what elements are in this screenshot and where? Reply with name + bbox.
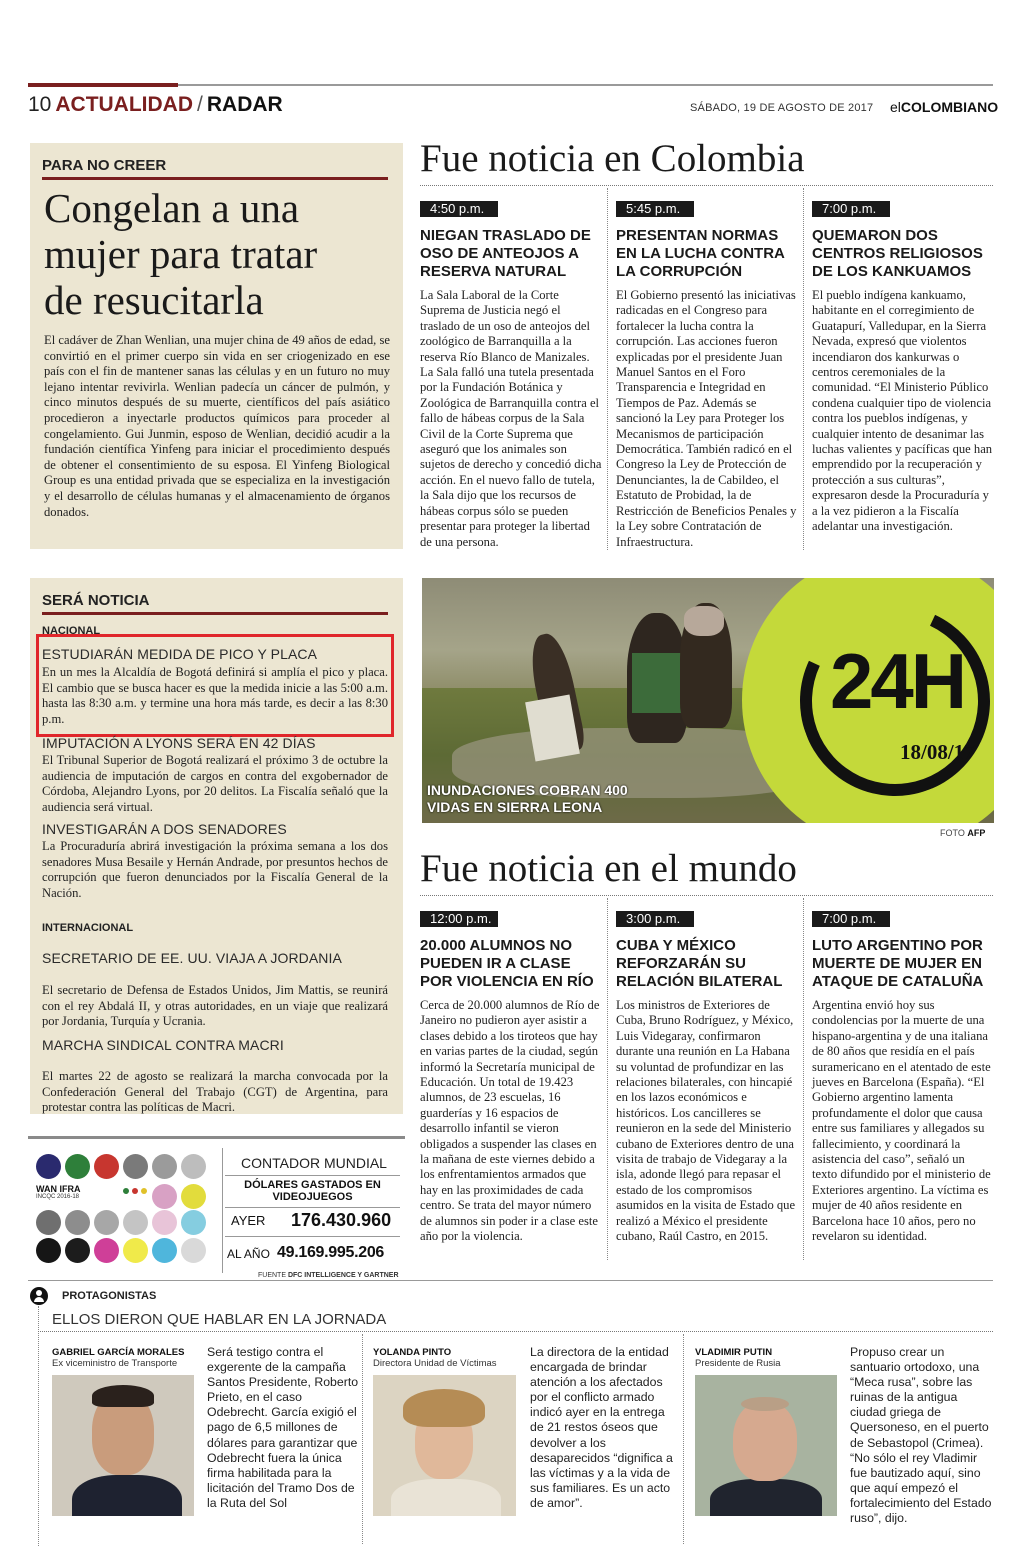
color-dot <box>152 1154 177 1179</box>
headline-line: 20.000 ALUMNOS NO <box>420 937 572 954</box>
kicker-rule <box>42 177 388 180</box>
headline-line: PUEDEN IR A CLASE <box>420 955 571 972</box>
color-dot <box>152 1238 177 1263</box>
headline-line: OSO DE ANTEOJOS A <box>420 245 579 262</box>
counter-year-value: 49.169.995.206 <box>277 1244 385 1261</box>
protagonist-body: Propuso crear un santuario ortodoxo, una “Meca rusa”, sobre las ruinas de la antigua ciudad griega de Quersoneso, en el puerto de Sebastopol (Crimea). “No sólo el rey Vladimir fue bautizado aquí, sino que aquí empezó el fortalecimiento del Estado ruso”, dijo. <box>850 1345 992 1526</box>
color-dot <box>152 1184 177 1209</box>
headline-line: de resucitarla <box>44 277 264 323</box>
portrait-suit <box>710 1479 822 1516</box>
news-headline[interactable] <box>812 227 997 281</box>
news-body: El Gobierno presentó las iniciativas radicadas en el Congreso para fortalecer la lucha contra la corrupción. Las acciones fueron explicadas por el presidente Juan Manuel Santos en el Foro Transparencia e Integridad en Tiempos de Paz. Además se sancionó la Ley para Proteger los Mecanismos de participación Democrática. También radicó en el Congreso la Ley de Protección de Denunciantes, la de Cabildeo, el Estatuto de Probidad, la de Restricción de Beneficios Penales y la Ley sobre Contratación de Infraestructura. <box>616 288 797 549</box>
mundo-section-title: Fue noticia en el mundo <box>420 847 797 890</box>
headline-line: RESERVA NATURAL <box>420 263 567 280</box>
counter-source-label: FUENTE <box>258 1272 286 1279</box>
sera-noticia-item-body: El secretario de Defensa de Estados Unidos, Jim Mattis, se reunirá con el rey Abdalá II, y otras autoridades, en un viaje que realizará por Jordania, Turquía y Ucrania. <box>42 983 388 1029</box>
color-dot <box>94 1238 119 1263</box>
sera-noticia-item-title[interactable]: SECRETARIO DE EE. UU. VIAJA A JORDANIA <box>42 950 342 966</box>
column-separator <box>803 898 804 1260</box>
subsection-name[interactable]: RADAR <box>206 93 283 116</box>
column-separator <box>607 188 608 550</box>
photo-credit-label: FOTO <box>940 828 965 838</box>
sera-noticia-item-title[interactable]: INVESTIGARÁN A DOS SENADORES <box>42 821 287 837</box>
sera-noticia-item-title[interactable]: MARCHA SINDICAL CONTRA MACRI <box>42 1037 284 1053</box>
photo-credit <box>940 828 985 838</box>
world-counter <box>225 1152 400 1270</box>
page-number: 10 <box>28 93 52 116</box>
time-badge: 4:50 p.m. <box>420 201 498 217</box>
person-icon-head <box>36 1290 42 1296</box>
page-header <box>28 92 283 118</box>
color-dot <box>181 1238 206 1263</box>
sera-noticia-item-body: El Tribunal Superior de Bogotá realizará el próximo 3 de octubre la audiencia de imputación de cargos en contra del exgobernador de Córdoba, Alejandro Lyons, por 20 delitos. La Fiscalía señaló que la audiencia será virtual. <box>42 753 388 814</box>
photo-figure-clothing <box>632 653 687 713</box>
protagonist-photo <box>373 1375 516 1516</box>
color-dot <box>36 1210 61 1235</box>
24h-badge-date: 18/08/17 <box>900 740 975 764</box>
protagonistas-subtitle: ELLOS DIERON QUE HABLAR EN LA JORNADA <box>52 1311 387 1328</box>
column-separator <box>803 188 804 550</box>
counter-divider <box>222 1148 223 1273</box>
protagonist-name: VLADIMIR PUTIN <box>695 1347 773 1358</box>
headline-line: REFORZARÁN SU <box>616 955 746 972</box>
protagonistas-rule <box>38 1306 39 1546</box>
news-body: El pueblo indígena kankuamo, habitante en el corregimiento de Guatapurí, Valledupar, en la Sierra Nevada, expresó que violentos incendiaron dos kankurwas o centros ceremoniales de la comunidad. “El Ministerio Público condena cualquier tipo de violencia contra los pueblos indígenas, y cualquier intento de desanimar las luchas valientes y pacíficas que han emprendido por la recuperación y protección a sus culturas”, expresaron desde la Procuraduría y a la vez pidieron a la Fiscalía adelantar una investigación. <box>812 288 993 534</box>
top-rule-accent <box>28 83 178 87</box>
brand-prefix: el <box>890 99 901 115</box>
time-badge: 5:45 p.m. <box>616 201 694 217</box>
internacional-label: INTERNACIONAL <box>42 922 134 934</box>
time-badge: 7:00 p.m. <box>812 201 890 217</box>
highlight-box <box>36 634 394 737</box>
counter-year-label: AL AÑO <box>227 1247 270 1261</box>
headline-line: CENTROS RELIGIOSOS <box>812 245 983 262</box>
news-headline[interactable] <box>812 937 997 991</box>
para-no-creer-body: El cadáver de Zhan Wenlian, una mujer china de 49 años de edad, se convirtió en el primer cuerpo sin vida en ser criogenizado en ese país con el fin de mantener sanas las células y en un futuro no muy lejano intentar revivirla. Wenlian padecía un cáncer de pulmón, y cinco minutos después de su muerte, científicos del país asiático procedieron a inyectarle productos químicos para proceder al congelamiento. Gui Junmin, esposo de Wenlian, decidió acudir a la fundación científica Yinfeng para iniciar el procedimiento después de obtener el consentimiento de su esposa. El Yinfeng Biological Group es una entidad privada que se especializa en la investigación y el desarrollo de células humanas y el almacenamiento de órganos donados. <box>44 333 390 519</box>
color-dot <box>65 1154 90 1179</box>
color-dot <box>132 1188 138 1194</box>
dotted-rule <box>420 185 993 186</box>
sera-noticia-item-title[interactable]: IMPUTACIÓN A LYONS SERÁ EN 42 DÍAS <box>42 735 316 751</box>
headline-line: NIEGAN TRASLADO DE <box>420 227 591 244</box>
dotted-rule <box>38 1331 993 1332</box>
dotted-rule <box>420 895 993 896</box>
counter-subtitle-line: VIDEOJUEGOS <box>272 1191 353 1203</box>
headline-line: EN LA LUCHA CONTRA <box>616 245 785 262</box>
wan-ifra-logo <box>36 1184 118 1208</box>
protagonist-name: YOLANDA PINTO <box>373 1347 452 1358</box>
protagonist-body: La directora de la entidad encargada de brindar atención a los afectados por el conflicto armado indicó ayer en la entrega de 21 restos óseos que devolver a los desaparecidos “dignifica a las víctimas y a la vida de sus familiares. Es un acto de amor”. <box>530 1345 673 1510</box>
section-rule <box>28 1280 993 1281</box>
sera-noticia-item-title[interactable]: ESTUDIARÁN MEDIDA DE PICO Y PLACA <box>42 646 318 662</box>
para-no-creer-headline[interactable] <box>44 185 394 323</box>
nacional-label: NACIONAL <box>42 625 101 637</box>
portrait-hair <box>92 1385 154 1407</box>
brand-name: COLOMBIANO <box>900 99 999 115</box>
protagonist-role: Presidente de Rusia <box>695 1358 781 1369</box>
time-badge: 3:00 p.m. <box>616 911 694 927</box>
news-body: Cerca de 20.000 alumnos de Río de Janeiro no pudieron ayer asistir a clases debido a los tiroteos que hay en varias partes de la ciudad, según informó la Secretaría municipal de Educación. Un total de 19.423 alumnos, de 23 escuelas, 16 guarderías y 16 espacios de desarrollo infantil se vieron obligados a suspender las clases en la mañana de este viernes debido a los enfrentamientos armados que hay en las proximidades de cada centro. Se trata del mayor número de alumnos sin poder ir a clase este año por la violencia. <box>420 998 600 1244</box>
sera-noticia-item-body: La Procuraduría abrirá investigación la próxima semana a los dos senadores Musa Besaile y Hernán Andrade, por presuntos hechos de corrupción que fueron denunciados por la Fiscalía General de la Nación. <box>42 839 388 900</box>
protagonist-role: Ex viceministro de Transporte <box>52 1358 178 1369</box>
counter-rule <box>225 1236 400 1237</box>
photo-caption-line: VIDAS EN SIERRA LEONA <box>427 799 603 815</box>
counter-yesterday-label: AYER <box>231 1213 266 1228</box>
color-dot <box>141 1188 147 1194</box>
color-dot <box>36 1238 61 1263</box>
color-dot <box>36 1154 61 1179</box>
photo-caption <box>427 782 628 816</box>
protagonist-role: Directora Unidad de Víctimas <box>373 1358 497 1369</box>
color-control-strip <box>30 1148 215 1268</box>
time-badge: 12:00 p.m. <box>420 911 498 927</box>
headline-line: RELACIÓN BILATERAL <box>616 973 783 990</box>
section-name[interactable]: ACTUALIDAD <box>55 93 194 116</box>
kicker-rule <box>42 612 388 615</box>
headline-line: CUBA Y MÉXICO <box>616 937 736 954</box>
news-headline[interactable] <box>420 937 605 991</box>
headline-line: LUTO ARGENTINO POR <box>812 937 983 954</box>
time-badge: 7:00 p.m. <box>812 911 890 927</box>
newspaper-brand[interactable] <box>890 99 998 115</box>
color-dot <box>152 1210 177 1235</box>
news-body: Los ministros de Exteriores de Cuba, Bruno Rodríguez, y México, Luis Videgaray, confirmaron durante una reunión en La Habana su voluntad de profundizar en las relaciones bilaterales, con hincapié en los lazos económicos e históricos. Los cancilleres se reunieron en la sede del Ministerio cubano de Exteriores dentro de una visita de trabajo de Videgaray a la isla, adonde llegó para repasar el estado de los compromisos asumidos en la visita de Estado que realizó a México el presidente cubano, Raúl Castro, en 2015. <box>616 998 796 1244</box>
edition-date: SÁBADO, 19 DE AGOSTO DE 2017 <box>690 102 874 114</box>
portrait-suit <box>72 1475 182 1516</box>
protagonist-photo <box>52 1375 194 1516</box>
headline-line: QUEMARON DOS <box>812 227 938 244</box>
headline-line: MUERTE DE MUJER EN <box>812 955 983 972</box>
color-dot <box>123 1238 148 1263</box>
headline-line: ATAQUE DE CATALUÑA <box>812 973 984 990</box>
para-no-creer-kicker: PARA NO CREER <box>42 157 167 174</box>
headline-line: POR VIOLENCIA EN RÍO <box>420 973 594 990</box>
photo-caption-line: INUNDACIONES COBRAN 400 <box>427 782 628 798</box>
portrait-face <box>733 1401 797 1481</box>
sera-noticia-kicker: SERÁ NOTICIA <box>42 592 150 609</box>
news-photo[interactable] <box>422 578 994 823</box>
portrait-clothing <box>391 1479 501 1516</box>
color-dot <box>123 1154 148 1179</box>
column-separator <box>683 1334 684 1544</box>
color-dot <box>181 1154 206 1179</box>
protagonist-photo <box>695 1375 837 1516</box>
color-dot <box>123 1188 129 1194</box>
colombia-section-title: Fue noticia en Colombia <box>420 137 805 180</box>
photo-credit-source: AFP <box>967 828 986 838</box>
column-separator <box>607 898 608 1260</box>
section-rule <box>28 1136 405 1139</box>
sera-noticia-item-body: En un mes la Alcaldía de Bogotá definirá si amplía el pico y placa. El cambio que se busca hacer es que la medida inicie a las 5:00 a.m. hasta las 8:30 a.m. y termine una hora más tarde, es decir a las 8:30 p.m. <box>42 665 388 726</box>
person-icon-body <box>34 1297 44 1302</box>
news-body: La Sala Laboral de la Corte Suprema de Justicia negó el traslado de un oso de anteojos del zoológico de Barranquilla a la reserva Río Blanco de Manizales. La Sala falló una tutela presentada por la Fundación Botánica y Zoológica de Barranquilla contra el fallo de hábeas corpus de la Sala Civil de la Corte Suprema que aseguró que los animales son sujetos de derecho y concedió dicha acción. En el nuevo fallo de tutela, la Sala dijo que los recursos de hábeas corpus sólo se pueden presentar para proteger la libertad de una persona. <box>420 288 602 549</box>
counter-source <box>258 1272 399 1279</box>
photo-figure-load <box>684 606 724 636</box>
headline-line: Congelan a una <box>44 185 300 231</box>
counter-title: CONTADOR MUNDIAL <box>241 1155 387 1171</box>
color-dot <box>65 1210 90 1235</box>
protagonist-body: Será testigo contra el exgerente de la campaña Santos Presidente, Roberto Prieto, en el caso Odebrecht. García exigió el pago de 6,5 millones de dólares para garantizar que Odebrecht fuera la única firma habilitada para la licitación del Tramo Dos de la Ruta del Sol <box>207 1345 359 1510</box>
news-headline[interactable] <box>616 937 801 991</box>
person-icon <box>30 1287 48 1305</box>
headline-line: PRESENTAN NORMAS <box>616 227 779 244</box>
news-body: Argentina envió hoy sus condolencias por la muerte de una hispano-argentina y de una italiana de 80 años que residía en el país suramericano en el atentado de este jueves en Barcelona (España). “El Gobierno argentino lamenta profundamente el dolor que causa entre sus familiares y allegados su fallecimiento, y coordinará la asistencia del caso”, señaló un texto difundido por el ministerio de Exteriores argentino. La víctima es mujer de 40 años residente en Barcelona hace 10 años, pero no revelaron su identidad. <box>812 998 991 1244</box>
portrait-hair <box>741 1397 789 1411</box>
color-dot <box>123 1210 148 1235</box>
sera-noticia-item-body: El martes 22 de agosto se realizará la marcha convocada por la Confederación General del Trabajo (CGT) de Argentina, para protestar contra las políticas de Macri. <box>42 1069 388 1115</box>
counter-yesterday-value: 176.430.960 <box>291 1210 392 1230</box>
counter-subtitle-line: DÓLARES GASTADOS EN <box>244 1179 381 1191</box>
news-headline[interactable] <box>420 227 605 281</box>
counter-rule <box>225 1207 400 1208</box>
section-separator: / <box>197 93 203 116</box>
column-separator <box>362 1334 363 1544</box>
counter-source-name: DFC INTELLIGENCE Y GARTNER <box>287 1272 399 1279</box>
wan-ifra-logo-sub: INCQC 2016-18 <box>36 1194 80 1200</box>
protagonistas-title: PROTAGONISTAS <box>62 1290 157 1302</box>
wan-ifra-logo-label: WAN IFRA <box>36 1184 81 1194</box>
color-dot <box>65 1238 90 1263</box>
24h-badge-label: 24H <box>829 637 965 725</box>
counter-subtitle <box>225 1179 400 1203</box>
color-dot <box>181 1210 206 1235</box>
headline-line: LA CORRUPCIÓN <box>616 263 743 280</box>
color-dot <box>181 1184 206 1209</box>
protagonist-name: GABRIEL GARCÍA MORALES <box>52 1347 185 1358</box>
news-headline[interactable] <box>616 227 801 281</box>
headline-line: mujer para tratar <box>44 231 318 277</box>
headline-line: DE LOS KANKUAMOS <box>812 263 972 280</box>
portrait-hair <box>403 1389 485 1427</box>
color-dot <box>94 1154 119 1179</box>
color-dot <box>94 1210 119 1235</box>
counter-rule <box>225 1175 400 1176</box>
